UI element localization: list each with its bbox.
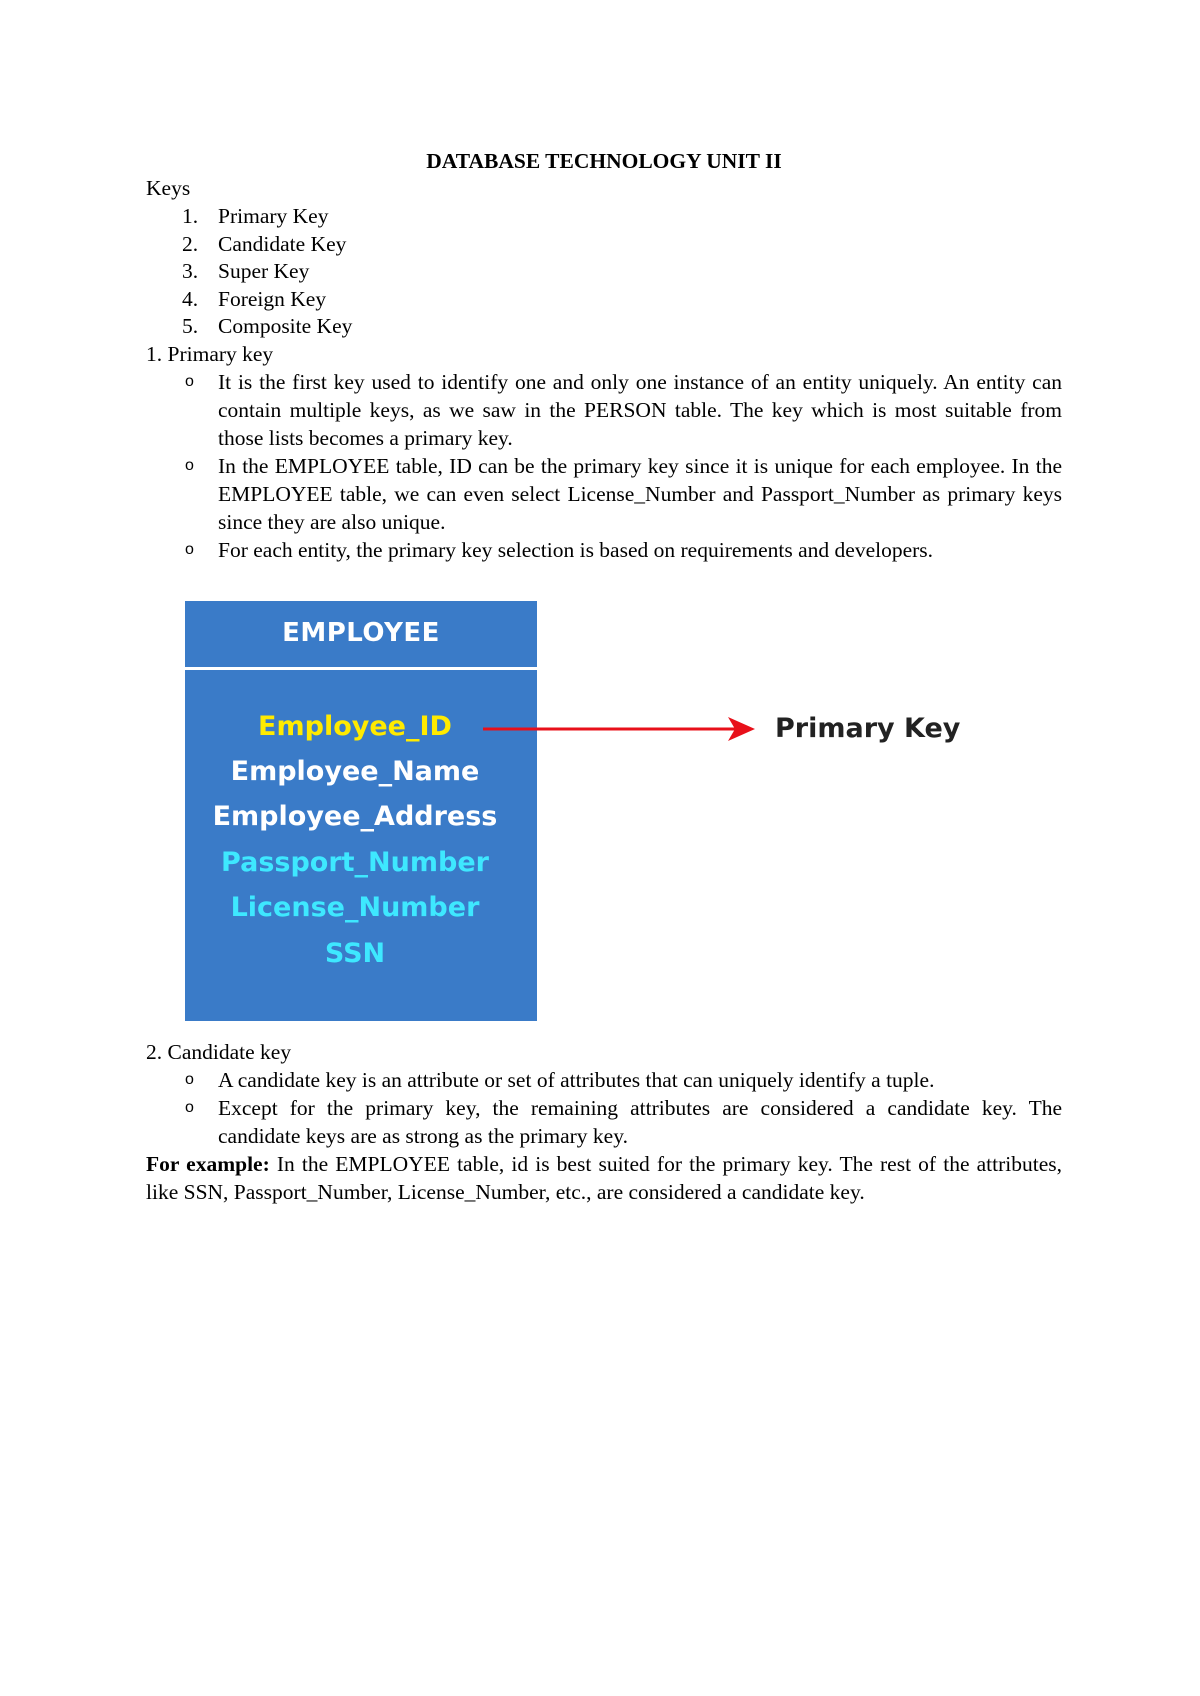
list-label: Super Key (218, 259, 310, 283)
example-paragraph (146, 1150, 1062, 1206)
list-number: 3. (182, 259, 199, 283)
attribute-license-number: License_Number (230, 892, 480, 923)
list-number: 2. (182, 231, 199, 256)
bullet-icon: o (185, 540, 194, 558)
attribute-passport-number: Passport_Number (221, 847, 489, 878)
bullet-icon: o (185, 372, 194, 390)
bullet-text: It is the first key used to identify one and only one instance of an entity uniquely. An entity can contain multiple keys, as we saw in the PERSON table. The key which is most suitable from those lists becomes a primary key. (218, 369, 1062, 450)
bullet-item (146, 1066, 1062, 1094)
bullet-icon: o (185, 1071, 194, 1088)
list-item (146, 285, 1062, 313)
primary-key-bullets (146, 368, 1062, 564)
example-text: In the EMPLOYEE table, id is best suited for the primary key. The rest of the attributes, like SSN, Passport_Number, License_Number, etc., are considered a candidate key. (146, 1152, 1062, 1204)
primary-key-label: Primary Key (775, 713, 961, 744)
keys-section (146, 174, 1062, 564)
bullet-item (146, 368, 1062, 452)
attribute-employee-id: Employee_ID (258, 711, 452, 742)
employee-entity-diagram (185, 601, 985, 1021)
document-title: DATABASE TECHNOLOGY UNIT II (426, 149, 782, 173)
list-label: Composite Key (218, 314, 353, 338)
list-number: 4. (182, 286, 199, 311)
keys-heading: Keys (146, 176, 191, 200)
attribute-employee-name: Employee_Name (230, 756, 480, 787)
bullet-text: In the EMPLOYEE table, ID can be the primary key since it is unique for each employee. In the EMPLOYEE table, we can even select License_Number and Passport_Number as primary keys since they are also unique. (218, 453, 1062, 534)
list-item (146, 202, 1062, 230)
bullet-icon: o (185, 1099, 194, 1116)
list-number: 1. (182, 204, 199, 228)
list-label: Primary Key (218, 204, 329, 228)
attribute-employee-address: Employee_Address (212, 801, 498, 832)
list-label: Candidate Key (218, 231, 347, 256)
attribute-ssn: SSN (324, 938, 386, 969)
bullet-text: Except for the primary key, the remaining attributes are considered a candidate key. The candidate keys are as strong as the primary key. (218, 1096, 1062, 1148)
candidate-section (146, 1038, 1062, 1206)
entity-name: EMPLOYEE (282, 618, 440, 648)
list-label: Foreign Key (218, 286, 327, 311)
bullet-item (146, 452, 1062, 536)
candidate-key-heading: 2. Candidate key (146, 1040, 292, 1064)
bullet-text: A candidate key is an attribute or set of attributes that can uniquely identify a tuple. (218, 1068, 935, 1092)
bullet-item (146, 536, 1062, 564)
example-label: For example: (146, 1152, 270, 1176)
candidate-key-bullets (146, 1066, 1062, 1150)
bullet-item (146, 1094, 1062, 1150)
keys-list (146, 202, 1062, 340)
list-number: 5. (182, 314, 199, 338)
bullet-text: For each entity, the primary key selection is based on requirements and developers. (218, 537, 934, 562)
bullet-icon: o (185, 456, 194, 474)
list-item (146, 230, 1062, 258)
list-item (146, 312, 1062, 340)
primary-key-heading: 1. Primary key (146, 341, 274, 366)
list-item (146, 257, 1062, 285)
primary-key-arrow (185, 601, 985, 1021)
